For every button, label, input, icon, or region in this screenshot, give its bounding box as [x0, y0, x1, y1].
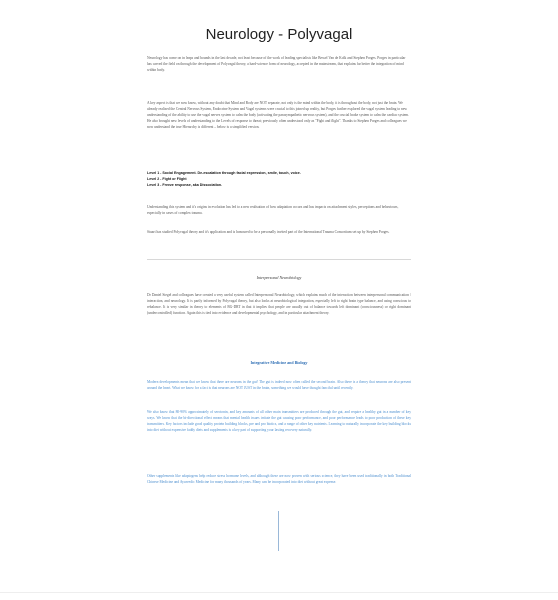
intro-text-4: Stuart has studied Polyvagal theory and it's application and is honoured to be a personally invited part of the International Trauma Consortium set up by Stephen Porges.	[147, 230, 390, 234]
threat-levels-list	[147, 170, 411, 188]
section2-paragraph-1	[147, 379, 411, 391]
level-item-3: Level 3 - Freeze response, aka Dissociation.	[147, 183, 223, 187]
section-title-interpersonal-neurobiology: Interpersonal Neurobiology	[256, 275, 302, 280]
intro-text-3: Understanding this system and it's origins in evolution has led to a new realisation of how adaptation occurs and has impacts on attachment styles, perceptions and behaviours, especially in cases of complex trauma.	[147, 205, 399, 215]
section-divider	[147, 259, 411, 260]
section-interpersonal-neurobiology	[147, 292, 411, 316]
intro-text-1: Neurology has come on in leaps and bounds in the last decade, not least because of the work of leading specialists like Bessel Van de Kolk and Stephen Porges. Porges in particular has carved the field on through the development of Polyvagal theory, a hard-science form of neurology, accepted in the mainstream, that explains far better the integration of mind within body.	[147, 56, 406, 72]
intro-paragraph-3	[147, 204, 411, 216]
level-item-2: Level 2 - Fight or Flight	[147, 177, 187, 181]
footer-rule	[0, 592, 558, 593]
intro-paragraph-4	[147, 229, 411, 235]
section2-text-3: Other supplements like adaptogens help reduce stress hormone levels, and although these are now proven with serious science, they have been used traditionally in both Traditional Chinese Medicine and Ayurvedic Medicine for many thousands of years. Many can be incorporated into diet without great expense.	[147, 474, 411, 484]
section2-paragraph-3	[147, 473, 411, 485]
section2-text-2: We also know that 80-90% approximately of serotonin, and key amounts of all other main transmitters are produced through the gut, and require a healthy gut in a number of key ways. We know that the bi-directional effect means that mental health issues irritate the gut causing poor performance, and poor performance leads to poor production of these key transmitters. Key factors include good quality protein building blocks, pre and pro biotics, and a range of other key nutrients. Learning to naturally incorporate the key building blocks into diet without expensive faddy diets and supplements is a key part of supporting your lasting recovery naturally.	[147, 410, 411, 432]
section-title-integrative-medicine: Integrative Medicine and Biology	[250, 360, 308, 365]
intro-paragraph-1	[147, 55, 411, 73]
page-title: Neurology - Polyvagal	[205, 26, 353, 43]
level-item-1: Level 1 - Social Engagement. De-escalation through facial expression, smile, touch, voice.	[147, 171, 301, 175]
intro-paragraph-2	[147, 100, 411, 130]
section2-paragraph-2	[147, 409, 411, 433]
section2-text-1: Modern developments mean that we know that there are neurons in the gut! The gut is indeed now often called the second brain. Also there is a theory that neurons are also present around the heart. What we know for a fact is that neurons are NOT JUST in the brain, something we would have thought fanciful until recently.	[147, 380, 411, 390]
intro-text-2: A key aspect is that we now know, without any doubt that Mind and Body are NOT separate, not only is the mind within the body, it is throughout the body, not just the brain. We already realised the Central Nervous System, Endocrine System and Vagal systems were crucial to this joined up reality, but Porges further explored the vagal system leading to new understanding of the ability to use the vagal nerves system to calm the body (activating the parasympathetic nervous system), and the crucial brake system to calm the cardiac system. He also brought new levels of understanding to the Levels of response to threat; previously often understood only as "Fight and flight". Thanks to Stephen Porges and colleagues we now understand the true Hierarchy is different – below is a simplified version.	[147, 101, 410, 129]
section1-text: Dr Daniel Siegel and colleagues have created a very useful system called Interpersonal Neurobiology, which explains much of the interaction between interpersonal communication / interaction, and neurology. It is partly informed by Polyvagal theory, but also looks at neurobiological integration, especially left to right brain type balance, and using conscious to rebalance. It is very similar in theory to elements of BG-DRT in that it implies that people are usually out of balance towards left dominant (consciousness) or right dominant (undercontrolled) function. Again this is tied into evidence and developmental psychology, and in particular attachment theory.	[147, 293, 411, 315]
vertical-rule	[278, 511, 279, 551]
